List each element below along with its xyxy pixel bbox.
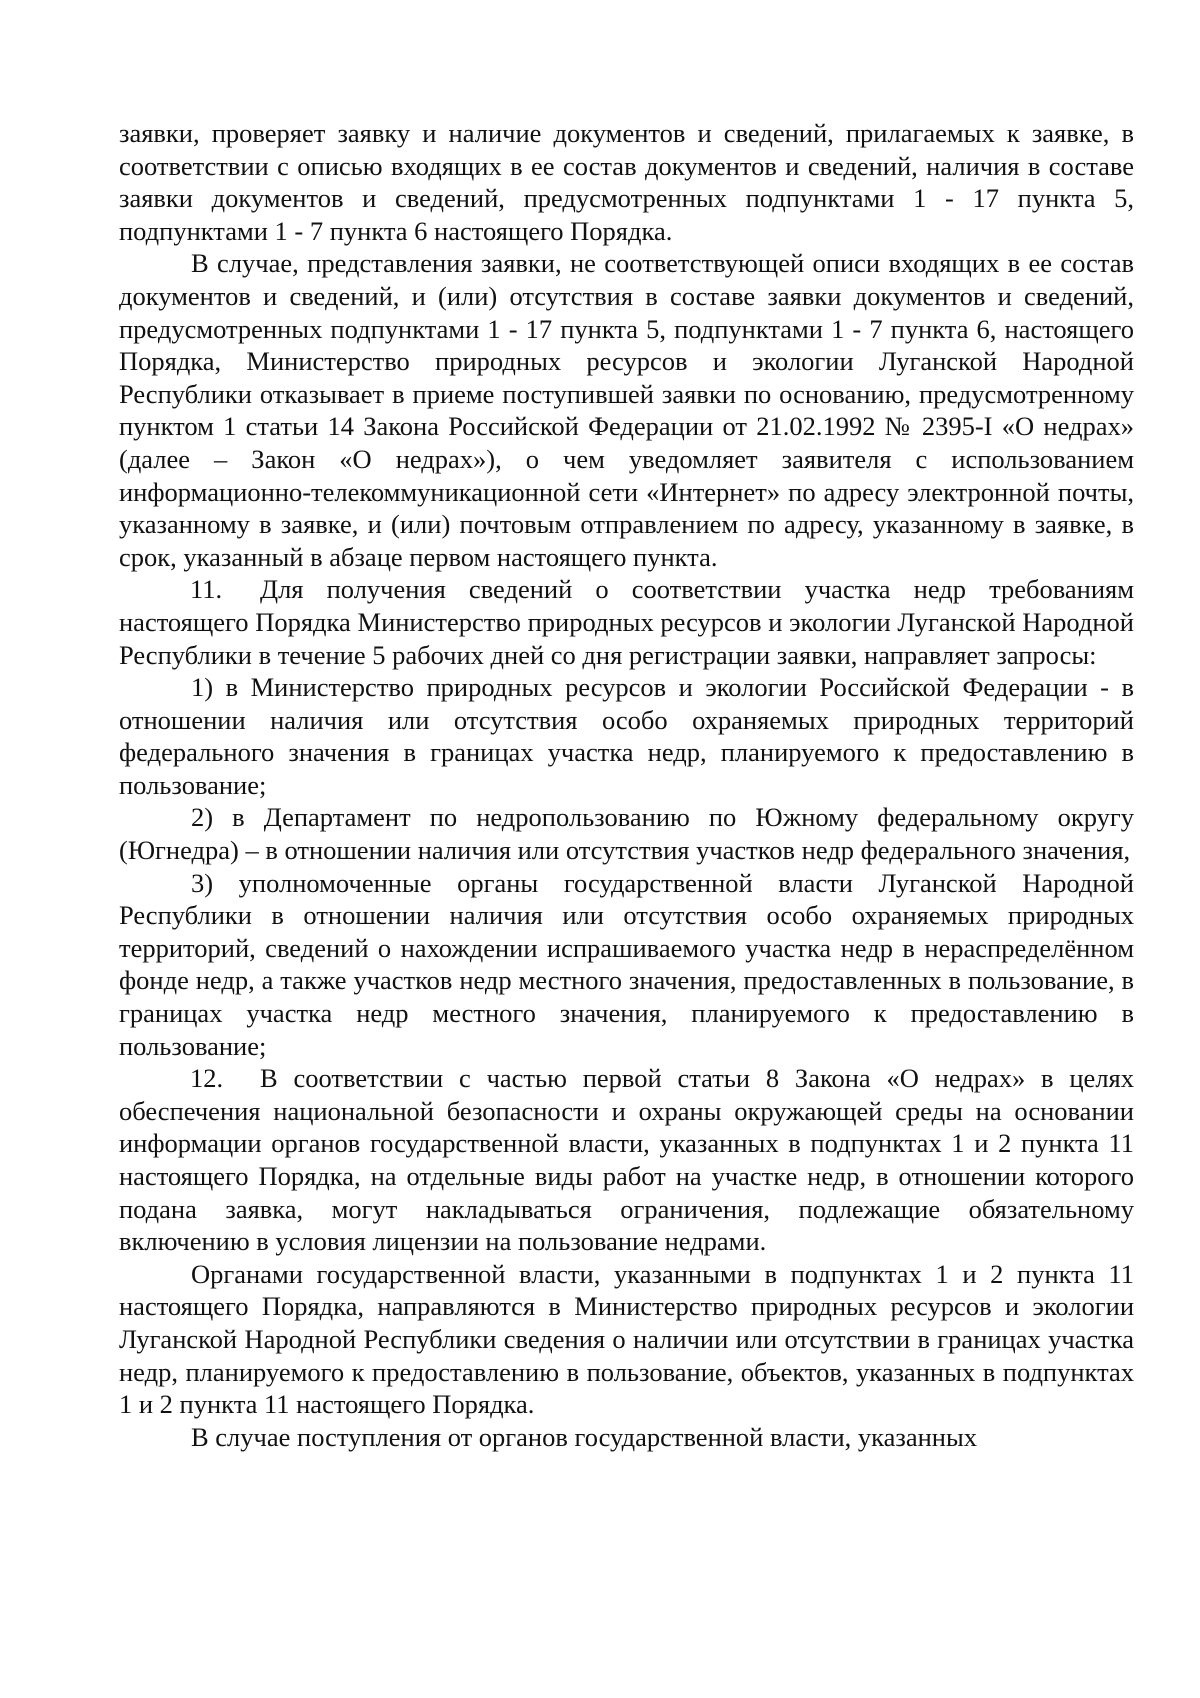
subitem-3: 3) уполномоченные органы государственной власти Луганской Народной Республики в отношении наличия или отсутствия особо охраняемых природных территорий, сведений о нахождении испрашиваемого участка недр в нераспределённом фонде недр, а также участков недр местного значения, предоставленных в пользование, в границах участка недр местного значения, планируемого к предоставлению в пользование; (119, 867, 1134, 1061)
item-number-12: 12. (190, 1063, 224, 1094)
paragraph-item-12 (119, 1062, 1134, 1258)
paragraph-item-11 (119, 573, 1134, 671)
paragraph-continuation: заявки, проверяет заявку и наличие документов и сведений, прилагаемых к заявке, в соответствии с описью входящих в ее состав документов и сведений, наличия в составе заявки документов и сведений, предусмотренных подпунктами 1 - 17 пункта 5, подпунктами 1 - 7 пункта 6 настоящего Порядка. (119, 118, 1134, 246)
item-12-text: В соответствии с частью первой статьи 8 Закона «О недрах» в целях обеспечения национальной безопасности и охраны окружающей среды на основании информации органов государственной власти, указанных в подпунктах 1 и 2 пункта 11 настоящего Порядка, на отдельные виды работ на участке недр, в отношении которого подана заявка, могут накладываться ограничения, подлежащие обязательному включению в условия лицензии на пользование недрами. (119, 1063, 1134, 1257)
subitem-1: 1) в Министерство природных ресурсов и экологии Российской Федерации - в отношении наличия или отсутствия особо охраняемых природных территорий федерального значения в границах участка недр, планируемого к предоставлению в пользование; (119, 672, 1134, 800)
document-body (119, 117, 1134, 1453)
subitem-2: 2) в Департамент по недропользованию по Южному федеральному округу (Югнедра) – в отношении наличия или отсутствия участков недр федерального значения, (119, 802, 1134, 866)
paragraph-final-partial: В случае поступления от органов государственной власти, указанных (191, 1421, 978, 1452)
paragraph-authorities: Органами государственной власти, указанными в подпунктах 1 и 2 пункта 11 настоящего Порядка, направляются в Министерство природных ресурсов и экологии Луганской Народной Республики сведения о наличии или отсутствии в границах участка недр, планируемого к предоставлению в пользование, объектов, указанных в подпунктах 1 и 2 пункта 11 настоящего Порядка. (119, 1258, 1134, 1420)
paragraph-refusal: В случае, представления заявки, не соответствующей описи входящих в ее состав документов и сведений, и (или) отсутствия в составе заявки документов и сведений, предусмотренных подпунктами 1 - 17 пункта 5, подпунктами 1 - 7 пункта 6, настоящего Порядка, Министерство природных ресурсов и экологии Луганской Народной Республики отказывает в приеме поступившей заявки по основанию, предусмотренному пунктом 1 статьи 14 Закона Российской Федерации от 21.02.1992 № 2395-I «О недрах» (далее – Закон «О недрах»), о чем уведомляет заявителя с использованием информационно-телекоммуникационной сети «Интернет» по адресу электронной почты, указанному в заявке, и (или) почтовым отправлением по адресу, указанному в заявке, в срок, указанный в абзаце первом настоящего пункта. (119, 248, 1134, 572)
item-11-text: Для получения сведений о соответствии участка недр требованиям настоящего Порядка Министерство природных ресурсов и экологии Луганской Народной Республики в течение 5 рабочих дней со дня регистрации заявки, направляет запросы: (119, 574, 1134, 670)
item-number-11: 11. (190, 574, 223, 605)
